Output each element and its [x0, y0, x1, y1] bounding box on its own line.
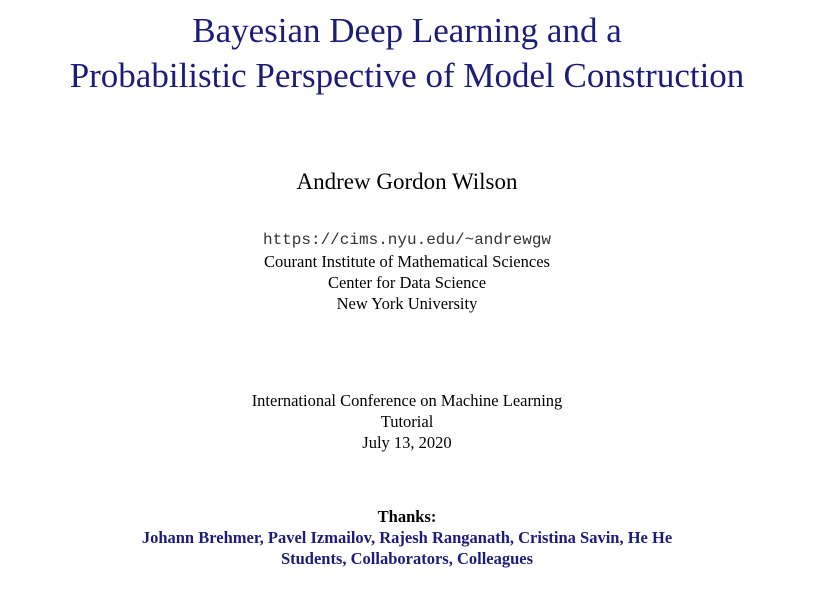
slide-title	[0, 8, 814, 98]
title-line-1: Bayesian Deep Learning and a	[192, 11, 622, 50]
acknowledgements	[0, 506, 814, 569]
center-name: Center for Data Science	[327, 273, 487, 292]
thanks-groups: Students, Collaborators, Colleagues	[280, 549, 534, 568]
author-name: Andrew Gordon Wilson	[296, 169, 518, 194]
thanks-people: Johann Brehmer, Pavel Izmailov, Rajesh Ranganath, Cristina Savin, He He	[141, 528, 673, 547]
title-line-2: Probabilistic Perspective of Model Construction	[69, 56, 745, 95]
event-block	[0, 390, 814, 453]
homepage-url: https://cims.nyu.edu/~andrewgw	[262, 231, 552, 249]
affiliation-block	[0, 230, 814, 314]
institute-name: Courant Institute of Mathematical Sciences	[264, 252, 550, 271]
thanks-heading: Thanks:	[377, 507, 437, 526]
event-date: July 13, 2020	[362, 433, 452, 452]
university-name: New York University	[336, 294, 478, 313]
conference-name: International Conference on Machine Learning	[251, 391, 563, 410]
event-type: Tutorial	[380, 412, 434, 431]
